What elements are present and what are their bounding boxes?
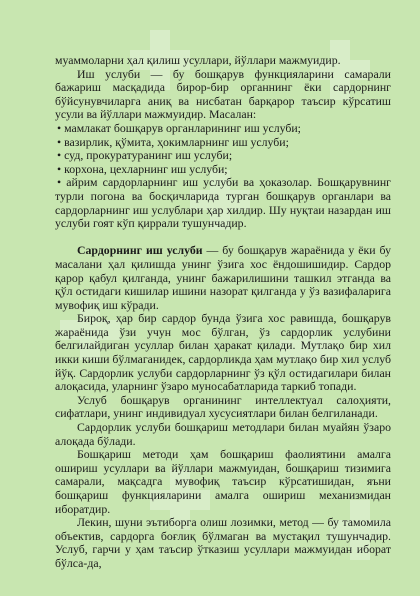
bullet-icon: • — [57, 161, 65, 176]
bullet-item — [55, 176, 391, 230]
definition-paragraph — [55, 244, 391, 312]
paragraph: Бироқ, ҳар бир сардор бунда ўзига хос равишда, бошқарув жараёнида ўзи учун мос бўлган, ўз сардорлик услубини белгилайдиган усуллар билан ҳаракат қилади. Мутлақо бир хил икки киши бўлмаганидек, сардорликда ҳам мутлақо бир хил услуб йўқ. Сардорлик услуби сардорларнинг ўз қўл остидагилари билан алоқасида, уларнинг ўзаро муносабатларида таркиб топади. — [55, 311, 391, 394]
bullet-icon: • — [57, 175, 67, 190]
paragraph: муаммоларни ҳал қилиш усуллари, йўллари мажмуидир. — [55, 53, 341, 67]
bullet-text: корхона, цехларнинг иш услуби; — [64, 161, 228, 176]
bullet-item — [55, 122, 391, 136]
bullet-text: суд, прокуратуранинг иш услуби; — [64, 148, 233, 163]
bullet-item — [55, 136, 391, 150]
bullet-icon: • — [57, 120, 65, 135]
paragraph-gap — [55, 231, 391, 245]
bullet-icon: • — [57, 148, 65, 163]
document-page — [55, 54, 391, 571]
bullet-text: мамлакат бошқарув органларининг иш услуби; — [64, 120, 301, 135]
paragraph: Бошқариш методи ҳам бошқариш фаолиятини амалга ошириш усуллари ва йўллари мажмуидан, бошқариш тизимига самарали, мақсадга мувофиқ таъсир кўрсатишидан, яъни бошқариш функцияларини амалга ошириш механизмидан иборатдир. — [55, 447, 391, 516]
bullet-text: айрим сардорларнинг иш услуби ва ҳоказолар. Бошқарувнинг турли погона ва босқичларида турган бошқарув органлари ва сардорларнинг иш услублари ҳар хилдир. Шу нуқтаи назардан иш услуби гоят кўп қиррали тушунчадир. — [55, 175, 391, 231]
bullet-item — [55, 163, 391, 177]
paragraph: Иш услуби — бу бошқарув функцияларини самарали бажариш масқадида бирор-бир органнинг ёки сардорнинг бўйсунувчиларга аниқ ва нисбатан барқарор таъсир кўрсатиш усули ва йўллари мажмуидир. Масалан: — [55, 66, 391, 122]
bullet-text: вазирлик, қўмита, ҳокимларнинг иш услуби; — [64, 134, 289, 149]
defined-term: Сардорнинг иш услуби — [77, 243, 203, 258]
bullet-item — [55, 149, 391, 163]
paragraph: Лекин, шуни эътиборга олиш лозимки, метод — бу тамомила объектив, сардорга боғлиқ бўлмаган ва мустақил тушунчадир. Услуб, гарчи у ҳам таъсир ўтказиш усуллари мажмуидан иборат бўлса-да, — [55, 515, 391, 570]
definition-text: — бу бошқарув жараёнида у ёки бу масалани ҳал қилишда унинг ўзига хос ёндошишидир. Сардор қарор қабул қилганда, унинг бажарилишини ташкил этганда ва қўл остидаги кишилар ишини назорат қилганда у ўз вазифаларига мувофиқ иш кўради. — [55, 243, 391, 312]
paragraph: Сардорлик услуби бошқариш методлари билан муайян ўзаро алоқада бўлади. — [55, 420, 391, 448]
bullet-icon: • — [57, 134, 65, 149]
paragraph: Услуб бошқарув органининг интеллектуал салоҳияти, сифатлари, унинг индивидуал хусусиятлари билан белгиланади. — [55, 392, 391, 421]
